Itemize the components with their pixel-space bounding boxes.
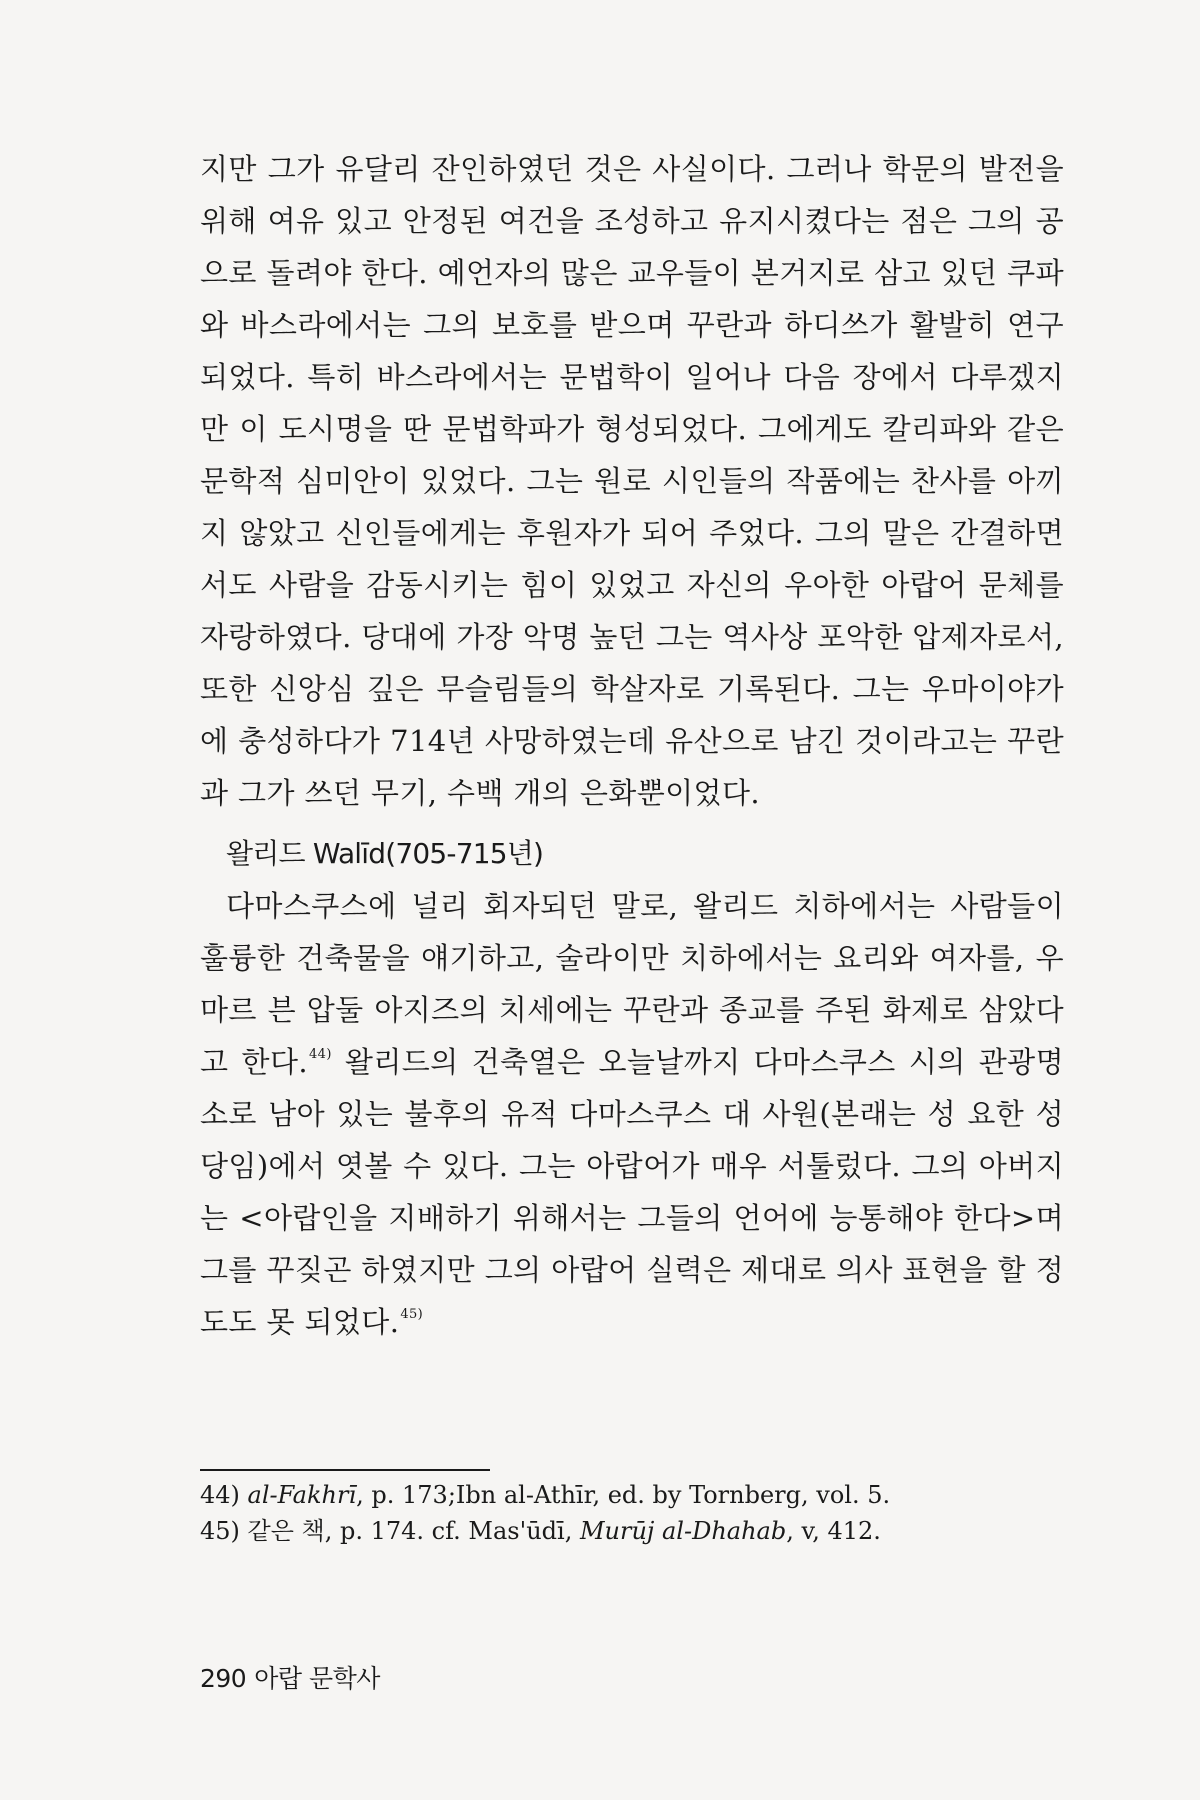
footnote-44-title: al-Fakhrī [247, 1481, 357, 1509]
paragraph-2-text-b: 왈리드의 건축열은 오늘날까지 다마스쿠스 시의 관광명소로 남아 있는 불후의 유적 다마스쿠스 대 사원(본래는 성 요한 성당임)에서 엿볼 수 있다. 그는 아랍어가 매우 서툴렀다. 그의 아버지는 <아랍인을 지배하기 위해서는 그들의 언어에 능통해야 한다>며 그를 꾸짖곤 하였지만 그의 아랍어 실력은 제대로 의사 표현을 할 정도도 못 되었다. [200, 1045, 1065, 1339]
footnote-45-text: , v, 412. [786, 1517, 881, 1545]
page-number: 290 [200, 1664, 247, 1693]
footnote-45-number: 45) [200, 1517, 240, 1545]
footnote-44-number: 44) [200, 1481, 240, 1509]
footnote-45-lead: 같은 책, p. 174. cf. Mas'ūdī, [247, 1517, 580, 1545]
section-heading: 왈리드 Walīd(705-715년) [226, 837, 544, 870]
paragraph-2-text-a: 다마스쿠스에 널리 회자되던 말로, 왈리드 치하에서는 사람들이 훌륭한 건축물을 얘기하고, 술라이만 치하에서는 요리와 여자를, 우마르 븐 압둘 아지즈의 치세에는 꾸란과 종교를 주된 화제로 삼았다고 한다. [200, 889, 1064, 1079]
footnote-44 [200, 1478, 1100, 1512]
footnote-divider [200, 1469, 490, 1471]
page-footer [200, 1663, 380, 1695]
footnote-44-text: , p. 173;Ibn al-Athīr, ed. by Tornberg, vol. 5. [356, 1481, 891, 1509]
body-paragraph-2 [200, 880, 1064, 1348]
footnote-45 [200, 1514, 1100, 1548]
running-title: 아랍 문학사 [254, 1664, 380, 1693]
body-paragraph-1: 지만 그가 유달리 잔인하였던 것은 사실이다. 그러나 학문의 발전을 위해 여유 있고 안정된 여건을 조성하고 유지시켰다는 점은 그의 공으로 돌려야 한다. 예언자의 많은 교우들이 본거지로 삼고 있던 쿠파와 바스라에서는 그의 보호를 받으며 꾸란과 하디쓰가 활발히 연구되었다. 특히 바스라에서는 문법학이 일어나 다음 장에서 다루겠지만 이 도시명을 딴 문법학파가 형성되었다. 그에게도 칼리파와 같은 문학적 심미안이 있었다. 그는 원로 시인들의 작품에는 찬사를 아끼지 않았고 신인들에게는 후원자가 되어 주었다. 그의 말은 간결하면서도 사람을 감동시키는 힘이 있었고 자신의 우아한 아랍어 문체를 자랑하였다. 당대에 가장 악명 높던 그는 역사상 포악한 압제자로서, 또한 신앙심 깊은 무슬림들의 학살자로 기록된다. 그는 우마이야가에 충성하다가 714년 사망하였는데 유산으로 남긴 것이라고는 꾸란과 그가 쓰던 무기, 수백 개의 은화뿐이었다. [200, 152, 1064, 810]
footnote-45-title: Murūj al-Dhahab [579, 1517, 787, 1545]
footnote-ref-45: 45) [400, 1307, 424, 1322]
footnote-ref-44: 44) [308, 1047, 332, 1062]
